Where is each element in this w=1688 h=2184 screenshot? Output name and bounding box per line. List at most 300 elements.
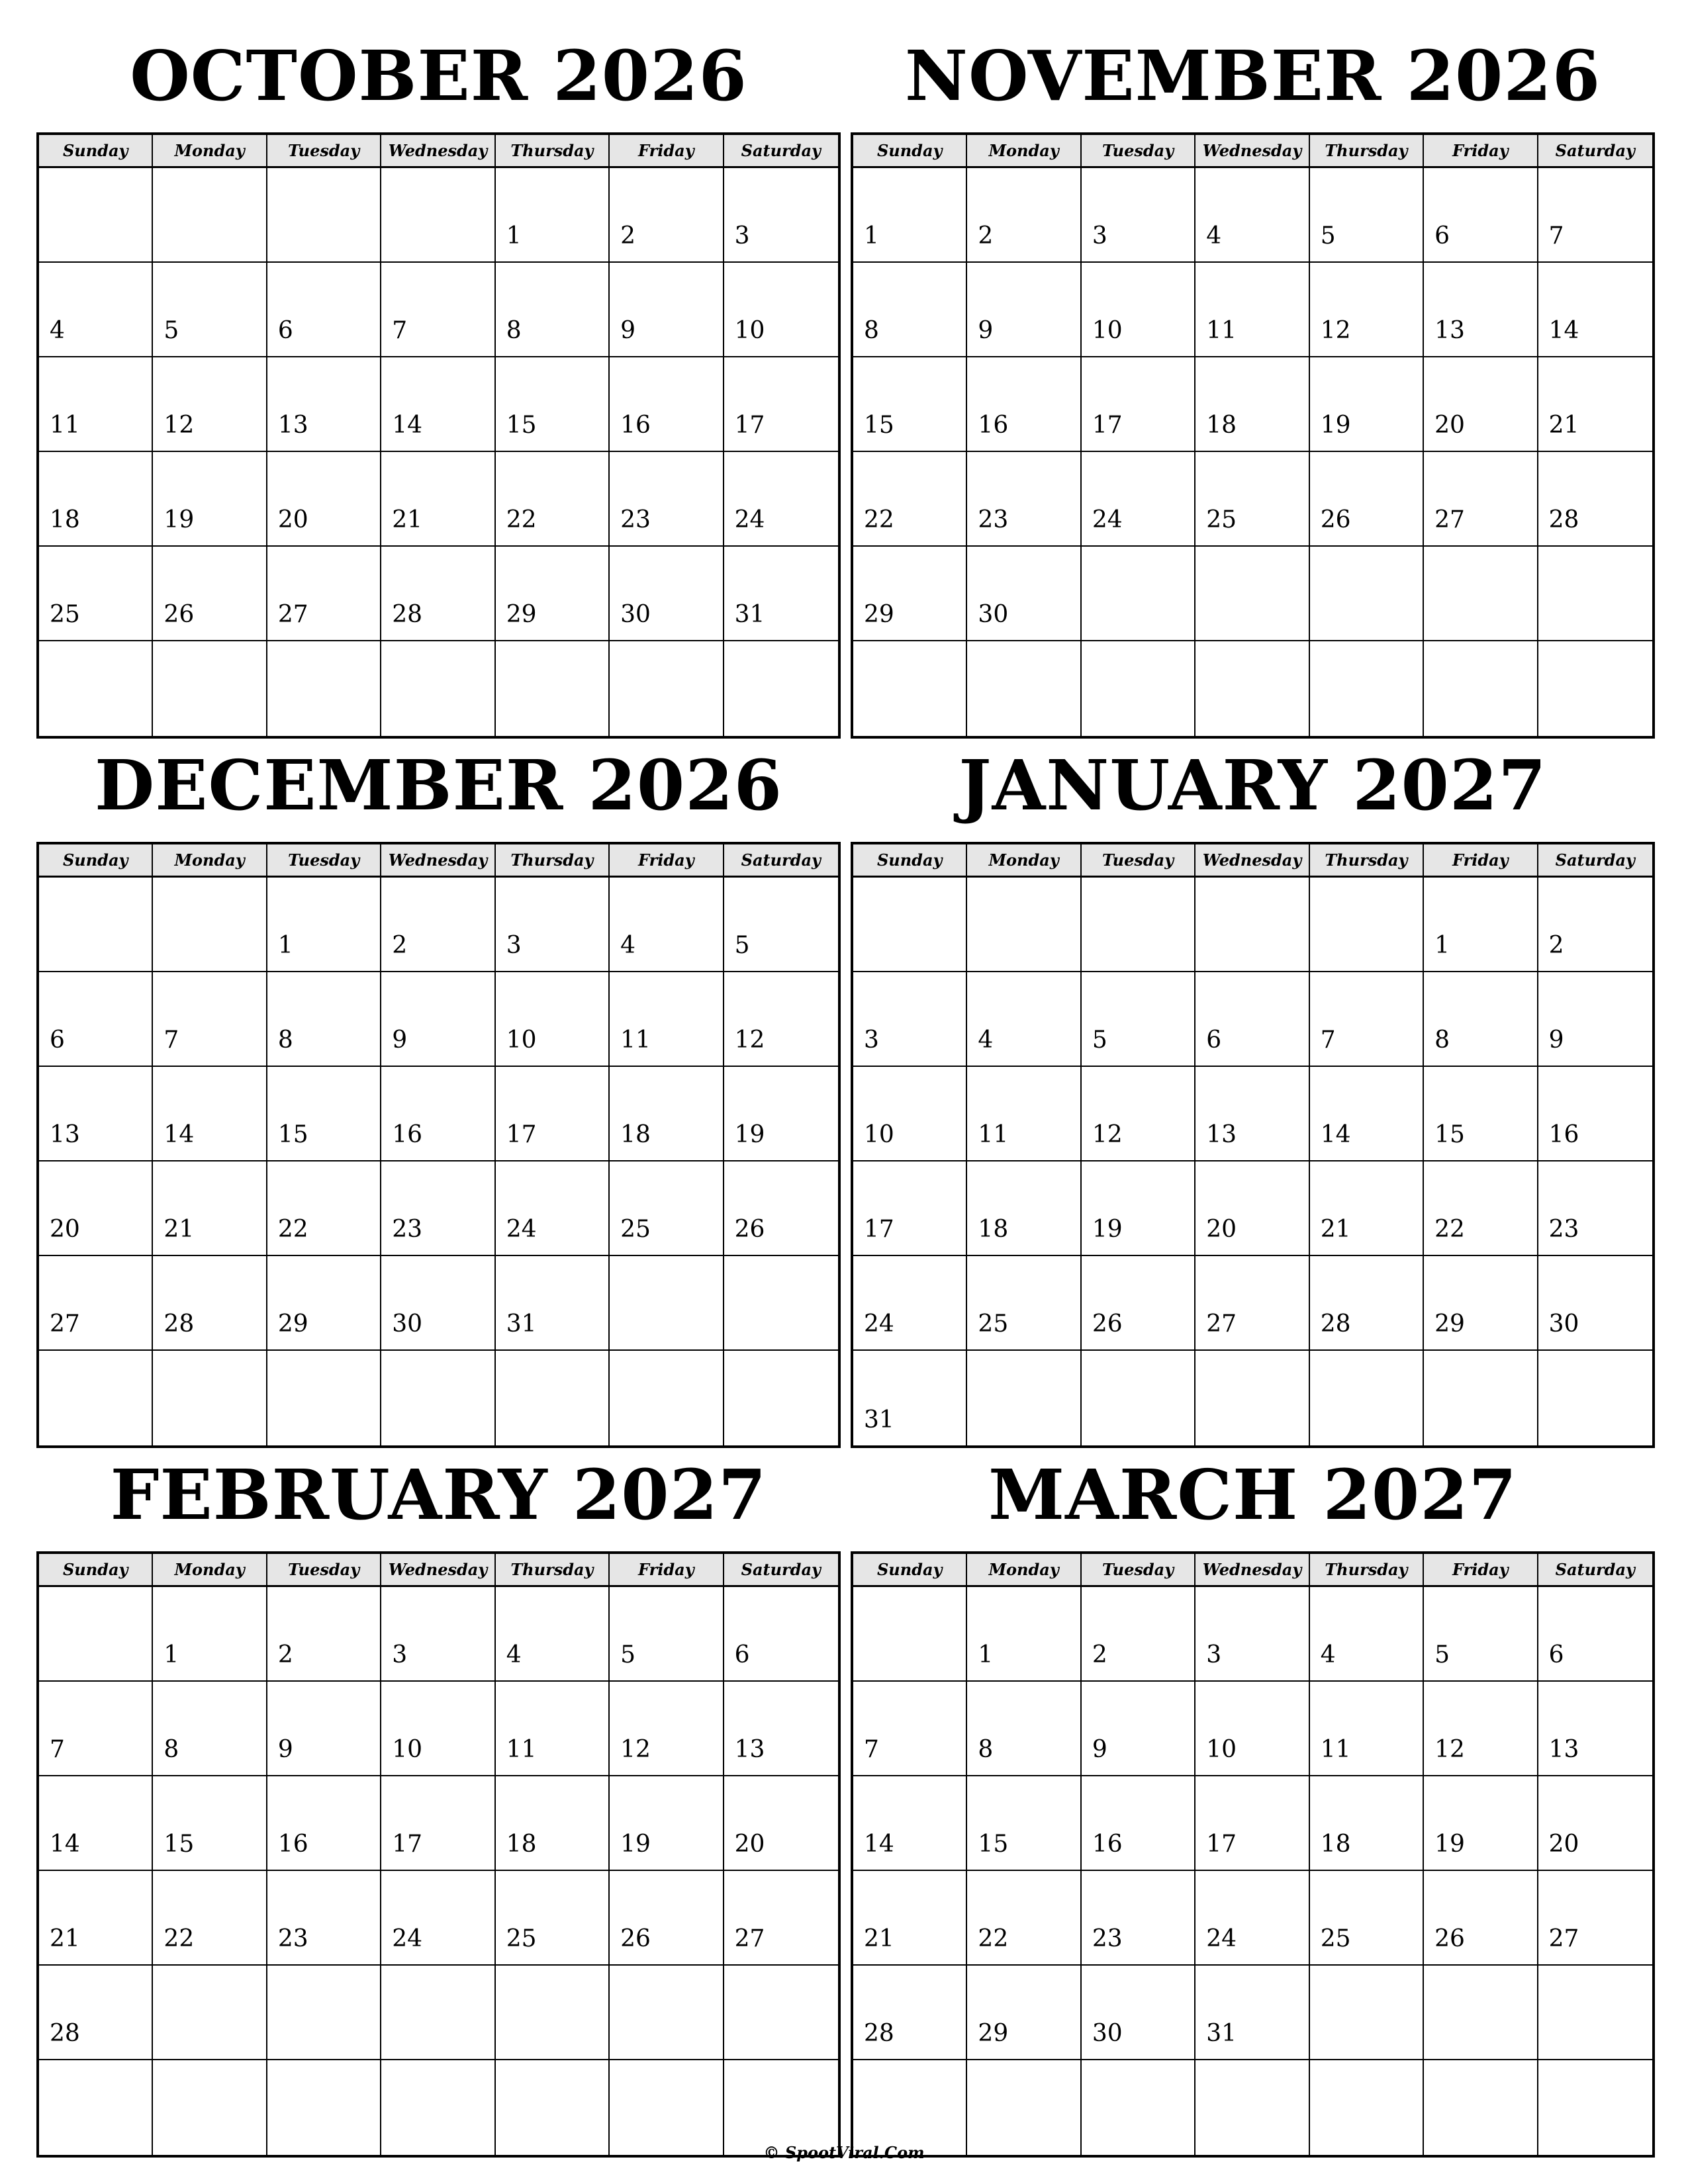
day-cell xyxy=(1538,878,1652,972)
day-cell xyxy=(610,878,724,972)
day-number: 3 xyxy=(1092,222,1107,250)
day-cell xyxy=(853,547,967,641)
day-cell xyxy=(153,1351,267,1445)
month-calendar xyxy=(36,20,841,739)
day-cell xyxy=(1310,452,1424,547)
weekday-header: Monday xyxy=(153,135,267,168)
day-number: 20 xyxy=(1548,1831,1579,1858)
weekday-header: Thursday xyxy=(1310,135,1424,168)
day-number: 27 xyxy=(1434,506,1465,533)
day-number: 13 xyxy=(277,412,308,439)
day-number: 12 xyxy=(164,412,195,439)
weekday-header: Tuesday xyxy=(267,844,381,878)
month-title: MARCH 2027 xyxy=(988,1454,1517,1535)
day-number: 26 xyxy=(620,1925,651,1952)
day-cell xyxy=(1424,357,1538,452)
weekday-header: Wednesday xyxy=(1196,135,1309,168)
day-cell xyxy=(39,1161,153,1256)
day-number: 14 xyxy=(392,412,423,439)
day-number: 19 xyxy=(620,1831,651,1858)
day-cell xyxy=(1424,2060,1538,2155)
day-number: 9 xyxy=(277,1736,293,1763)
day-number: 15 xyxy=(864,412,894,439)
day-cell xyxy=(39,1256,153,1351)
weekday-header: Monday xyxy=(967,135,1081,168)
day-number: 3 xyxy=(864,1026,879,1054)
weekday-header: Saturday xyxy=(1538,1554,1652,1587)
day-cell xyxy=(967,357,1081,452)
month-title: JANUARY 2027 xyxy=(959,745,1547,826)
day-cell xyxy=(1310,1067,1424,1161)
month-grid xyxy=(36,842,841,1448)
weekday-header: Friday xyxy=(1424,1554,1538,1587)
day-number: 6 xyxy=(1206,1026,1222,1054)
day-cell xyxy=(1310,547,1424,641)
day-cell xyxy=(724,1776,838,1871)
day-number: 31 xyxy=(864,1406,894,1433)
day-number: 30 xyxy=(978,601,1009,628)
day-cell xyxy=(1310,2060,1424,2155)
day-number: 5 xyxy=(1320,222,1336,250)
day-number: 8 xyxy=(277,1026,293,1054)
day-cell xyxy=(1196,357,1309,452)
day-cell xyxy=(610,547,724,641)
day-number: 17 xyxy=(864,1216,894,1243)
day-number: 4 xyxy=(1206,222,1222,250)
day-cell xyxy=(967,1161,1081,1256)
day-cell xyxy=(39,1067,153,1161)
day-number: 26 xyxy=(1092,1310,1123,1338)
day-cell xyxy=(496,1067,610,1161)
day-cell xyxy=(967,263,1081,357)
day-cell xyxy=(1538,547,1652,641)
day-cell xyxy=(724,1161,838,1256)
month-grid xyxy=(36,132,841,739)
day-number: 29 xyxy=(978,2020,1009,2047)
day-number: 17 xyxy=(1092,412,1123,439)
day-cell xyxy=(1196,2060,1309,2155)
day-number: 1 xyxy=(864,222,879,250)
day-cell xyxy=(1196,1587,1309,1682)
day-cell xyxy=(267,1067,381,1161)
day-cell xyxy=(853,1587,967,1682)
day-cell xyxy=(967,1256,1081,1351)
month-grid xyxy=(851,132,1655,739)
day-number: 4 xyxy=(1320,1641,1336,1668)
day-number: 8 xyxy=(864,317,879,344)
day-cell xyxy=(1310,972,1424,1067)
day-cell xyxy=(724,263,838,357)
day-cell xyxy=(1196,547,1309,641)
day-number: 25 xyxy=(1206,506,1237,533)
day-number: 24 xyxy=(1206,1925,1237,1952)
day-cell xyxy=(853,168,967,263)
day-cell xyxy=(853,878,967,972)
day-cell xyxy=(267,1871,381,1966)
day-cell xyxy=(1082,641,1196,736)
day-number: 18 xyxy=(620,1121,651,1148)
day-cell xyxy=(967,452,1081,547)
day-cell xyxy=(724,1256,838,1351)
day-cell xyxy=(610,168,724,263)
day-number: 19 xyxy=(164,506,195,533)
day-number: 3 xyxy=(1206,1641,1222,1668)
day-cell xyxy=(1082,547,1196,641)
day-cell xyxy=(39,2060,153,2155)
day-number: 27 xyxy=(277,601,308,628)
day-cell xyxy=(967,1351,1081,1445)
day-cell xyxy=(153,1587,267,1682)
day-number: 21 xyxy=(50,1925,80,1952)
day-number: 17 xyxy=(1206,1831,1237,1858)
day-number: 27 xyxy=(1206,1310,1237,1338)
day-number: 19 xyxy=(1320,412,1351,439)
day-cell xyxy=(153,1682,267,1776)
weekday-header: Wednesday xyxy=(381,844,495,878)
day-number: 19 xyxy=(1092,1216,1123,1243)
day-cell xyxy=(381,1587,495,1682)
day-cell xyxy=(381,1351,495,1445)
day-cell xyxy=(153,972,267,1067)
weekday-header: Saturday xyxy=(724,1554,838,1587)
day-number: 1 xyxy=(978,1641,994,1668)
day-cell xyxy=(1538,1067,1652,1161)
day-number: 10 xyxy=(1206,1736,1237,1763)
day-number: 23 xyxy=(978,506,1009,533)
day-number: 12 xyxy=(734,1026,765,1054)
day-number: 23 xyxy=(1548,1216,1579,1243)
day-cell xyxy=(610,452,724,547)
day-number: 22 xyxy=(164,1925,195,1952)
day-number: 14 xyxy=(50,1831,80,1858)
day-cell xyxy=(153,452,267,547)
day-number: 29 xyxy=(864,601,894,628)
day-cell xyxy=(1424,878,1538,972)
day-cell xyxy=(1082,878,1196,972)
day-number: 27 xyxy=(1548,1925,1579,1952)
day-number: 28 xyxy=(392,601,423,628)
day-number: 31 xyxy=(734,601,765,628)
day-cell xyxy=(967,1682,1081,1776)
day-cell xyxy=(1196,1682,1309,1776)
day-cell xyxy=(496,547,610,641)
day-cell xyxy=(1538,1351,1652,1445)
day-cell xyxy=(1424,641,1538,736)
day-cell xyxy=(1310,1587,1424,1682)
day-cell xyxy=(610,1067,724,1161)
weekday-header: Saturday xyxy=(724,844,838,878)
day-number: 18 xyxy=(1206,412,1237,439)
day-cell xyxy=(1196,1351,1309,1445)
day-cell xyxy=(1196,641,1309,736)
weekday-header: Sunday xyxy=(39,135,153,168)
day-cell xyxy=(496,2060,610,2155)
day-number: 15 xyxy=(978,1831,1009,1858)
day-number: 13 xyxy=(1434,317,1465,344)
day-cell xyxy=(1310,263,1424,357)
day-cell xyxy=(1424,168,1538,263)
day-number: 7 xyxy=(1320,1026,1336,1054)
day-cell xyxy=(1082,1256,1196,1351)
day-cell xyxy=(1424,1067,1538,1161)
day-cell xyxy=(153,357,267,452)
day-number: 11 xyxy=(1320,1736,1351,1763)
day-cell xyxy=(153,1776,267,1871)
day-number: 20 xyxy=(1434,412,1465,439)
day-cell xyxy=(153,1067,267,1161)
day-number: 9 xyxy=(1548,1026,1564,1054)
day-cell xyxy=(496,1256,610,1351)
day-cell xyxy=(1424,1161,1538,1256)
day-number: 21 xyxy=(164,1216,195,1243)
day-cell xyxy=(610,641,724,736)
weekday-header: Wednesday xyxy=(381,1554,495,1587)
day-number: 26 xyxy=(1320,506,1351,533)
day-number: 22 xyxy=(506,506,537,533)
day-cell xyxy=(853,1351,967,1445)
day-cell xyxy=(724,452,838,547)
day-number: 22 xyxy=(978,1925,1009,1952)
day-number: 14 xyxy=(1320,1121,1351,1148)
day-cell xyxy=(1196,263,1309,357)
day-cell xyxy=(496,972,610,1067)
day-number: 29 xyxy=(1434,1310,1465,1338)
day-cell xyxy=(267,1587,381,1682)
day-cell xyxy=(267,1682,381,1776)
day-number: 13 xyxy=(1206,1121,1237,1148)
day-cell xyxy=(381,878,495,972)
day-number: 4 xyxy=(506,1641,522,1668)
day-number: 2 xyxy=(1548,932,1564,959)
day-cell xyxy=(153,1966,267,2060)
weekday-header: Friday xyxy=(1424,135,1538,168)
day-number: 18 xyxy=(506,1831,537,1858)
day-number: 9 xyxy=(1092,1736,1107,1763)
day-cell xyxy=(267,1161,381,1256)
day-cell xyxy=(267,357,381,452)
day-number: 7 xyxy=(50,1736,65,1763)
day-cell xyxy=(1538,2060,1652,2155)
day-cell xyxy=(1424,452,1538,547)
day-number: 10 xyxy=(734,317,765,344)
day-cell xyxy=(1538,1776,1652,1871)
month-calendar xyxy=(36,729,841,1448)
day-cell xyxy=(1538,168,1652,263)
day-cell xyxy=(1082,452,1196,547)
month-calendar xyxy=(851,729,1655,1448)
day-cell xyxy=(724,1871,838,1966)
day-number: 10 xyxy=(864,1121,894,1148)
day-number: 21 xyxy=(392,506,423,533)
day-cell xyxy=(496,878,610,972)
day-cell xyxy=(267,878,381,972)
weekday-header: Friday xyxy=(610,135,724,168)
day-cell xyxy=(267,1966,381,2060)
weekday-header: Monday xyxy=(967,1554,1081,1587)
day-cell xyxy=(853,1682,967,1776)
day-cell xyxy=(967,972,1081,1067)
weekday-header: Wednesday xyxy=(1196,844,1309,878)
day-number: 9 xyxy=(392,1026,408,1054)
day-number: 7 xyxy=(1548,222,1564,250)
day-cell xyxy=(1538,1256,1652,1351)
day-number: 16 xyxy=(978,412,1009,439)
day-cell xyxy=(610,1966,724,2060)
day-cell xyxy=(39,452,153,547)
day-number: 25 xyxy=(620,1216,651,1243)
day-number: 24 xyxy=(392,1925,423,1952)
day-cell xyxy=(724,1682,838,1776)
day-cell xyxy=(381,1776,495,1871)
day-cell xyxy=(381,2060,495,2155)
day-number: 14 xyxy=(1548,317,1579,344)
day-number: 5 xyxy=(734,932,750,959)
day-cell xyxy=(1082,1966,1196,2060)
weekday-header: Thursday xyxy=(496,844,610,878)
weekday-header: Sunday xyxy=(853,1554,967,1587)
day-cell xyxy=(381,1871,495,1966)
day-cell xyxy=(267,263,381,357)
day-cell xyxy=(1424,1776,1538,1871)
day-number: 12 xyxy=(1092,1121,1123,1148)
day-cell xyxy=(153,2060,267,2155)
day-cell xyxy=(853,1966,967,2060)
day-cell xyxy=(610,972,724,1067)
day-number: 22 xyxy=(1434,1216,1465,1243)
day-cell xyxy=(1082,263,1196,357)
day-cell xyxy=(496,1161,610,1256)
day-number: 3 xyxy=(734,222,750,250)
day-cell xyxy=(1310,1161,1424,1256)
day-number: 26 xyxy=(734,1216,765,1243)
day-number: 16 xyxy=(1548,1121,1579,1148)
day-number: 7 xyxy=(392,317,408,344)
day-number: 16 xyxy=(392,1121,423,1148)
day-number: 2 xyxy=(620,222,636,250)
weekday-header: Friday xyxy=(1424,844,1538,878)
day-number: 6 xyxy=(1434,222,1450,250)
day-cell xyxy=(1082,972,1196,1067)
day-cell xyxy=(39,1966,153,2060)
day-cell xyxy=(724,1067,838,1161)
month-title: DECEMBER 2026 xyxy=(95,745,782,826)
day-number: 24 xyxy=(506,1216,537,1243)
day-cell xyxy=(610,1682,724,1776)
day-number: 23 xyxy=(277,1925,308,1952)
day-cell xyxy=(1424,1587,1538,1682)
day-number: 23 xyxy=(620,506,651,533)
day-number: 28 xyxy=(1320,1310,1351,1338)
day-number: 27 xyxy=(50,1310,80,1338)
day-cell xyxy=(267,452,381,547)
day-cell xyxy=(153,168,267,263)
day-cell xyxy=(496,1351,610,1445)
day-cell xyxy=(1424,972,1538,1067)
day-number: 24 xyxy=(1092,506,1123,533)
day-cell xyxy=(1310,1776,1424,1871)
weekday-header: Sunday xyxy=(853,844,967,878)
month-grid xyxy=(851,842,1655,1448)
day-cell xyxy=(1082,1587,1196,1682)
day-cell xyxy=(267,547,381,641)
day-cell xyxy=(1310,357,1424,452)
day-cell xyxy=(39,263,153,357)
day-cell xyxy=(610,1871,724,1966)
day-cell xyxy=(724,2060,838,2155)
weekday-header: Thursday xyxy=(1310,844,1424,878)
weekday-header: Friday xyxy=(610,1554,724,1587)
day-cell xyxy=(1082,1067,1196,1161)
day-cell xyxy=(1196,1776,1309,1871)
day-cell xyxy=(1310,168,1424,263)
day-number: 17 xyxy=(506,1121,537,1148)
day-number: 17 xyxy=(734,412,765,439)
day-cell xyxy=(496,263,610,357)
day-number: 11 xyxy=(978,1121,1009,1148)
day-number: 25 xyxy=(506,1925,537,1952)
day-cell xyxy=(1424,263,1538,357)
weekday-header: Saturday xyxy=(1538,135,1652,168)
day-number: 21 xyxy=(864,1925,894,1952)
day-cell xyxy=(1196,452,1309,547)
day-cell xyxy=(39,547,153,641)
day-cell xyxy=(1082,357,1196,452)
day-cell xyxy=(153,547,267,641)
day-number: 20 xyxy=(734,1831,765,1858)
day-number: 8 xyxy=(506,317,522,344)
day-cell xyxy=(1538,1966,1652,2060)
month-grid xyxy=(851,1551,1655,2158)
day-number: 12 xyxy=(620,1736,651,1763)
weekday-header: Monday xyxy=(967,844,1081,878)
day-number: 10 xyxy=(506,1026,537,1054)
day-cell xyxy=(39,1776,153,1871)
day-cell xyxy=(967,1067,1081,1161)
day-number: 9 xyxy=(978,317,994,344)
day-cell xyxy=(1082,2060,1196,2155)
day-cell xyxy=(1310,641,1424,736)
weekday-header: Monday xyxy=(153,844,267,878)
day-cell xyxy=(39,168,153,263)
day-number: 25 xyxy=(50,601,80,628)
day-cell xyxy=(853,1067,967,1161)
day-cell xyxy=(1310,1256,1424,1351)
day-cell xyxy=(853,972,967,1067)
day-cell xyxy=(853,452,967,547)
day-number: 2 xyxy=(1092,1641,1107,1668)
day-cell xyxy=(967,2060,1081,2155)
day-number: 6 xyxy=(50,1026,65,1054)
day-number: 13 xyxy=(734,1736,765,1763)
day-number: 8 xyxy=(164,1736,179,1763)
day-number: 25 xyxy=(1320,1925,1351,1952)
day-cell xyxy=(967,547,1081,641)
month-calendar xyxy=(851,1439,1655,2158)
day-cell xyxy=(381,547,495,641)
day-cell xyxy=(267,972,381,1067)
day-number: 21 xyxy=(1320,1216,1351,1243)
day-number: 1 xyxy=(164,1641,179,1668)
day-number: 28 xyxy=(164,1310,195,1338)
day-cell xyxy=(267,168,381,263)
day-number: 16 xyxy=(277,1831,308,1858)
day-number: 1 xyxy=(506,222,522,250)
day-cell xyxy=(381,641,495,736)
day-cell xyxy=(610,1776,724,1871)
weekday-header: Thursday xyxy=(496,1554,610,1587)
day-number: 16 xyxy=(1092,1831,1123,1858)
day-number: 6 xyxy=(734,1641,750,1668)
